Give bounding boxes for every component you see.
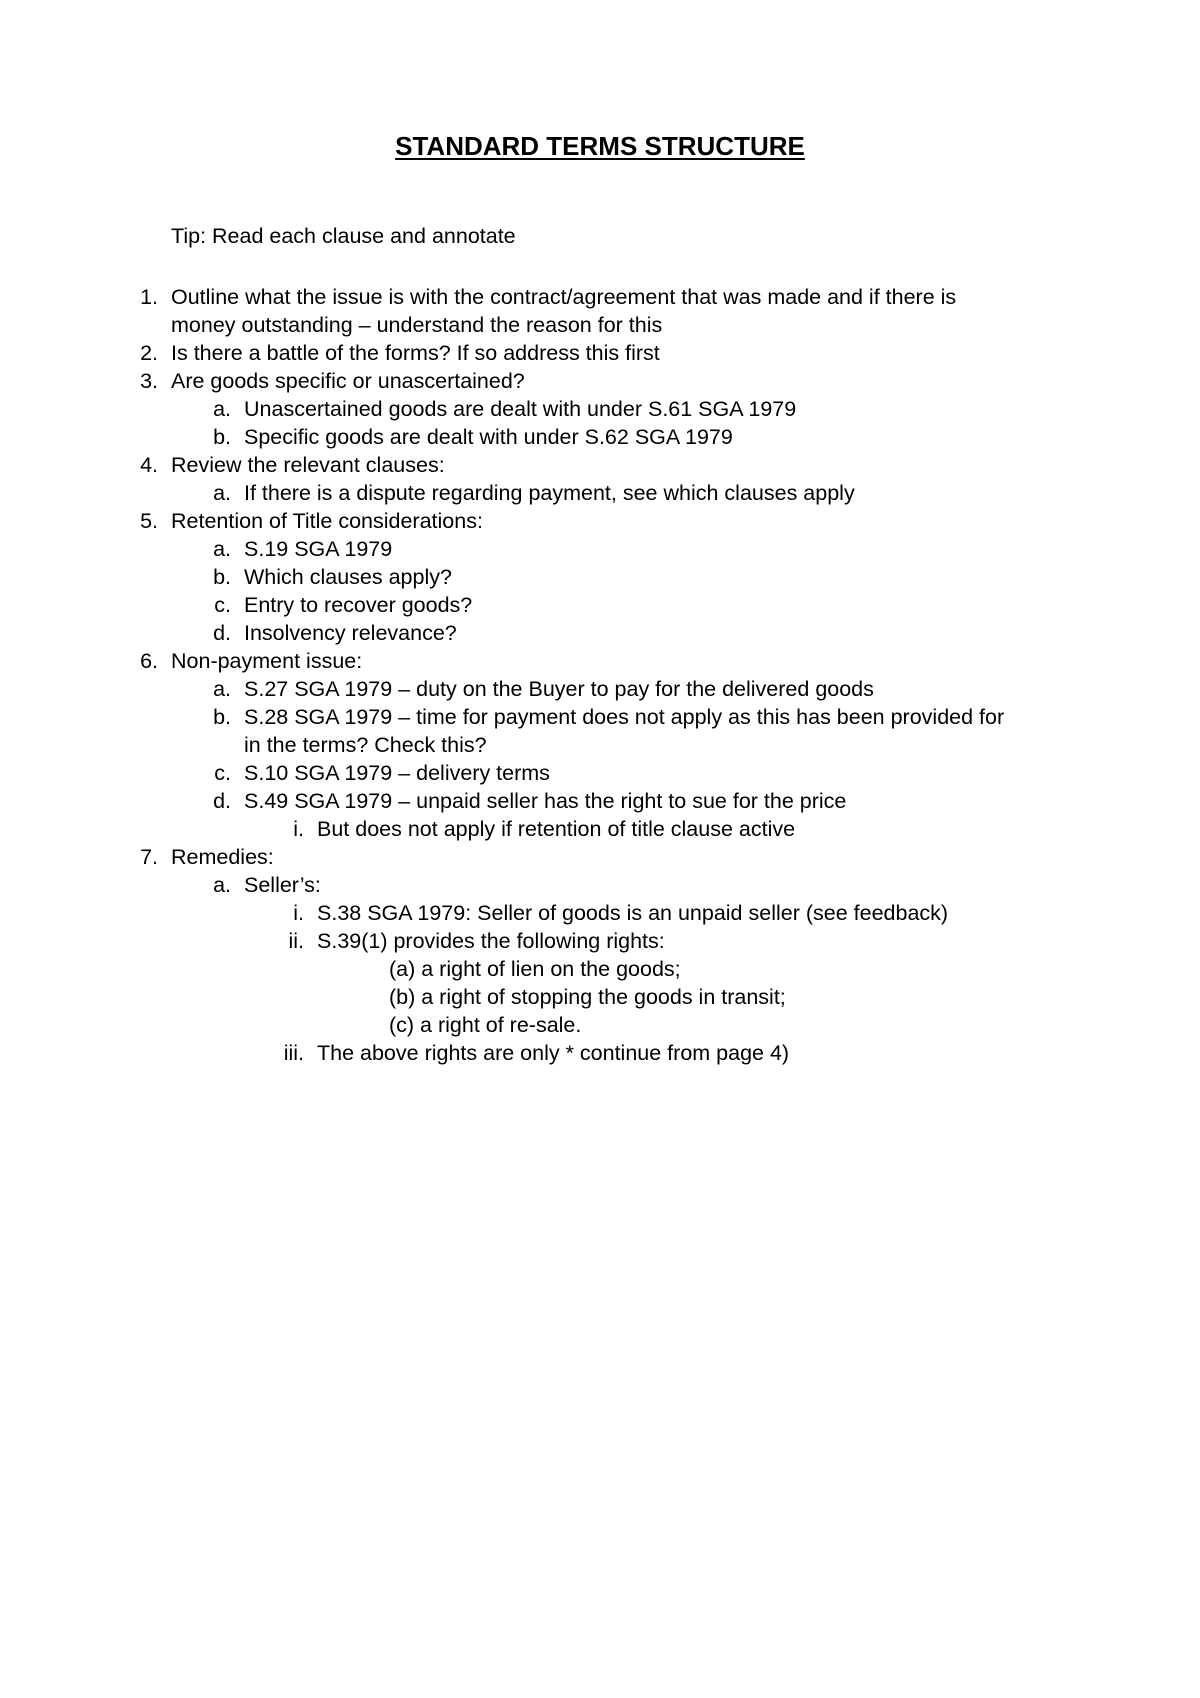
list-marker: a. (213, 677, 231, 701)
list-marker: b. (213, 425, 231, 449)
list-item-text: Remedies: (171, 845, 274, 869)
list-item-text: S.19 SGA 1979 (244, 537, 393, 561)
list-item-text: Outline what the issue is with the contract/agreement that was made and if there is (171, 285, 957, 309)
list-marker: 4. (140, 453, 158, 477)
list-marker: i. (293, 817, 304, 841)
list-marker: a. (213, 481, 231, 505)
list-item-text: Are goods specific or unascertained? (171, 369, 525, 393)
list-marker: 1. (140, 285, 158, 309)
list-item-text: But does not apply if retention of title clause active (317, 817, 796, 841)
list-item-text: Seller’s: (244, 873, 321, 897)
list-marker: c. (214, 761, 231, 785)
tip-text: Tip: Read each clause and annotate (171, 224, 516, 248)
list-item-text: S.39(1) provides the following rights: (317, 929, 665, 953)
list-item-text: The above rights are only * continue from page 4) (317, 1041, 790, 1065)
list-marker: a. (213, 537, 231, 561)
list-item-text: S.49 SGA 1979 – unpaid seller has the right to sue for the price (244, 789, 847, 813)
right-item-text: (b) a right of stopping the goods in transit; (389, 985, 786, 1009)
list-item-text: S.27 SGA 1979 – duty on the Buyer to pay for the delivered goods (244, 677, 874, 701)
list-marker: i. (293, 901, 304, 925)
list-item-text: If there is a dispute regarding payment, see which clauses apply (244, 481, 855, 505)
list-marker: 7. (140, 845, 158, 869)
right-item-text: (c) a right of re-sale. (389, 1013, 582, 1037)
list-marker: b. (213, 705, 231, 729)
list-item-text: Specific goods are dealt with under S.62 SGA 1979 (244, 425, 733, 449)
right-item-text: (a) a right of lien on the goods; (389, 957, 681, 981)
list-item-text: Is there a battle of the forms? If so address this first (171, 341, 660, 365)
list-item-text: in the terms? Check this? (244, 733, 487, 757)
list-marker: 2. (140, 341, 158, 365)
list-item-text: Review the relevant clauses: (171, 453, 445, 477)
list-marker: 6. (140, 649, 158, 673)
list-marker: ii. (288, 929, 304, 953)
list-marker: d. (213, 789, 231, 813)
list-marker: b. (213, 565, 231, 589)
list-item-text: Insolvency relevance? (244, 621, 457, 645)
list-item-text: Entry to recover goods? (244, 593, 473, 617)
list-item-text: Which clauses apply? (244, 565, 452, 589)
list-item-text: money outstanding – understand the reason for this (171, 313, 663, 337)
list-marker: c. (214, 593, 231, 617)
list-marker: iii. (283, 1041, 304, 1065)
list-item-text: S.28 SGA 1979 – time for payment does not apply as this has been provided for (244, 705, 1005, 729)
list-item-text: Non-payment issue: (171, 649, 363, 673)
list-marker: d. (213, 621, 231, 645)
list-marker: a. (213, 397, 231, 421)
list-item-text: S.38 SGA 1979: Seller of goods is an unpaid seller (see feedback) (317, 901, 949, 925)
list-item-text: Retention of Title considerations: (171, 509, 483, 533)
list-item-text: Unascertained goods are dealt with under S.61 SGA 1979 (244, 397, 797, 421)
list-marker: 3. (140, 369, 158, 393)
list-marker: a. (213, 873, 231, 897)
list-item-text: S.10 SGA 1979 – delivery terms (244, 761, 550, 785)
document-title: STANDARD TERMS STRUCTURE (395, 131, 805, 161)
list-marker: 5. (140, 509, 158, 533)
